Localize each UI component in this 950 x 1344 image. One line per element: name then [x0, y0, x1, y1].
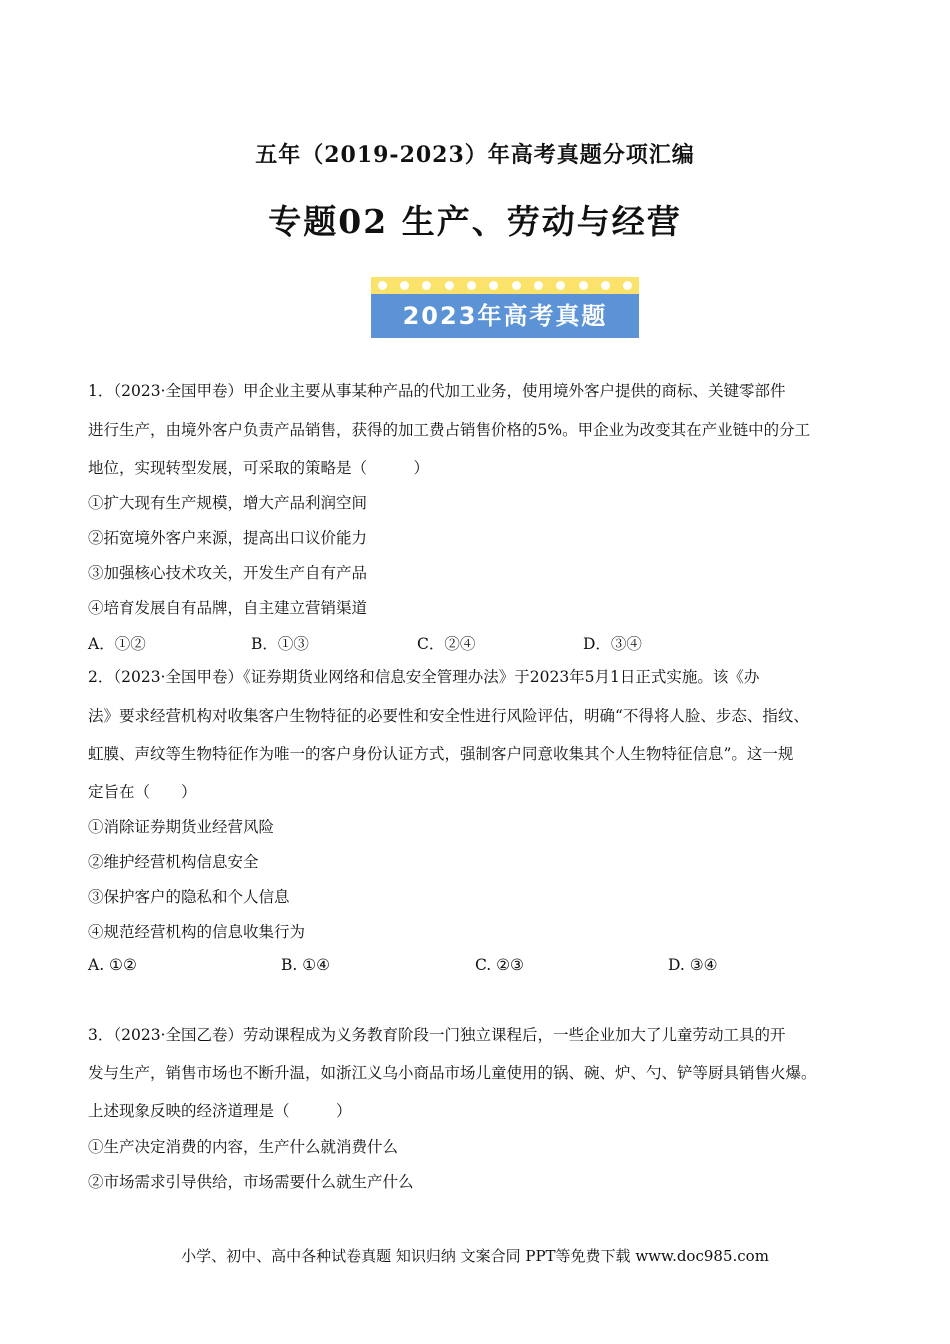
q1-option-d: D．③④: [583, 635, 642, 653]
document-subtitle: 五年（2019-2023）年高考真题分项汇编: [255, 142, 695, 168]
q2-item-2: ②维护经营机构信息安全: [88, 853, 259, 871]
q1-stem-line-3: 地位，实现转型发展，可采取的策略是（ ）: [88, 459, 430, 477]
q2-stem-line-4: 定旨在（ ）: [88, 783, 197, 801]
q2-stem-line-3: 虹膜、声纹等生物特征作为唯一的客户身份认证方式，强制客户同意收集其个人生物特征信息”。这一规: [88, 745, 794, 763]
q1-item-1: ①扩大现有生产规模，增大产品利润空间: [88, 494, 368, 512]
banner-dot-strip: [371, 277, 639, 294]
q1-option-b: B．①③: [251, 635, 309, 653]
section-banner: [371, 277, 639, 338]
q3-stem-line-3: 上述现象反映的经济道理是（ ）: [88, 1102, 352, 1120]
q1-item-2: ②拓宽境外客户来源，提高出口议价能力: [88, 529, 368, 547]
q2-option-a: A. ①②: [88, 956, 137, 974]
page-footer: 小学、初中、高中各种试卷真题 知识归纳 文案合同 PPT等免费下载 www.doc985.com: [181, 1247, 769, 1265]
q1-item-3: ③加强核心技术攻关，开发生产自有产品: [88, 564, 368, 582]
q2-item-4: ④规范经营机构的信息收集行为: [88, 923, 306, 941]
q2-option-b: B. ①④: [281, 956, 331, 974]
q3-item-1: ①生产决定消费的内容，生产什么就消费什么: [88, 1138, 399, 1156]
document-title: 专题02 生产、劳动与经营: [268, 202, 682, 241]
q2-stem-line-1: 2．（2023·全国甲卷）《证券期货业网络和信息安全管理办法》于2023年5月1日正式实施。该《办: [88, 668, 760, 686]
q3-item-2: ②市场需求引导供给，市场需要什么就生产什么: [88, 1173, 414, 1191]
q2-stem-line-2: 法》要求经营机构对收集客户生物特征的必要性和安全性进行风险评估，明确“不得将人脸、步态、指纹、: [88, 707, 809, 725]
q1-option-a: A．①②: [88, 635, 146, 653]
q3-stem-line-1: 3．（2023·全国乙卷）劳动课程成为义务教育阶段一门独立课程后，一些企业加大了儿童劳动工具的开: [88, 1026, 786, 1044]
q1-stem-line-1: 1．（2023·全国甲卷）甲企业主要从事某种产品的代加工业务，使用境外客户提供的商标、关键零部件: [88, 382, 786, 400]
q2-item-3: ③保护客户的隐私和个人信息: [88, 888, 290, 906]
q1-stem-line-2: 进行生产，由境外客户负责产品销售，获得的加工费占销售价格的5%。甲企业为改变其在产业链中的分工: [88, 421, 811, 439]
q2-item-1: ①消除证券期货业经营风险: [88, 818, 275, 836]
q3-stem-line-2: 发与生产，销售市场也不断升温，如浙江义乌小商品市场儿童使用的锅、碗、炉、勺、铲等厨具销售火爆。: [88, 1064, 817, 1082]
q1-item-4: ④培育发展自有品牌，自主建立营销渠道: [88, 599, 368, 617]
q2-option-c: C. ②③: [475, 956, 524, 974]
banner-label: 2023年高考真题: [371, 294, 639, 338]
q1-option-c: C．②④: [417, 635, 476, 653]
q2-option-d: D. ③④: [668, 956, 718, 974]
